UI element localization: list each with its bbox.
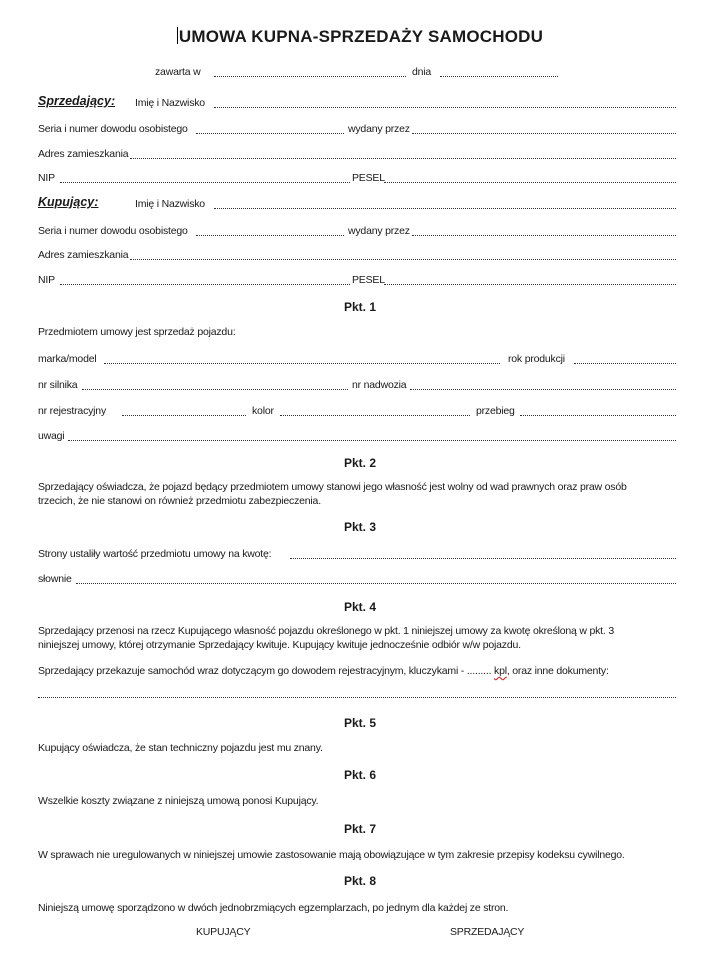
pkt4-heading: Pkt. 4 [343,600,376,614]
make-label: marka/model [38,353,97,365]
pkt7-heading: Pkt. 7 [343,822,376,836]
header-dnia: dnia [412,66,432,78]
pkt7-text: W sprawach nie uregulowanych w niniejszej umowie zastosowanie mają obowiązujące w tym zakresie przepisy kodeksu cywilnego. [38,849,625,861]
pkt1-intro: Przedmiotem umowy jest sprzedaż pojazdu: [38,326,236,338]
color-label: kolor [252,405,274,417]
seller-name-label: Imię i Nazwisko [135,97,205,109]
buyer-id-label: Seria i numer dowodu osobistego [38,225,188,237]
seller-pesel-label: PESEL [352,172,385,184]
pkt4-line3-tail: , oraz inne dokumenty: [506,665,609,677]
pkt2-line1: Sprzedający oświadcza, że pojazd będący przedmiotem umowy stanowi jego własność jest wolny od wad prawnych oraz praw osób [38,481,627,493]
pkt8-text: Niniejszą umowę sporządzono w dwóch jednobrzmiących egzemplarzach, po jednym dla każdej ze stron. [38,902,509,914]
documents-field[interactable] [38,688,676,698]
words-label: słownie [38,573,72,585]
document-title: UMOWA KUPNA-SPRZEDAŻY SAMOCHODU [178,27,544,46]
buyer-nip-field[interactable] [60,275,350,285]
buyer-id-field[interactable] [196,226,344,236]
chassis-label: nr nadwozia [352,379,407,391]
header-zawarta: zawarta w [155,66,201,78]
year-field[interactable] [574,354,676,364]
buyer-address-label: Adres zamieszkania [38,249,129,261]
pkt8-heading: Pkt. 8 [343,874,376,888]
pkt4-line1: Sprzedający przenosi na rzecz Kupującego własność pojazdu określonego w pkt. 1 niniejszej umowy za kwotę określoną w pkt. 3 [38,625,614,637]
seller-address-field[interactable] [130,149,676,159]
pkt2-line2: trzecich, że nie stanowi on również przedmiotu zabezpieczenia. [38,495,321,507]
place-field[interactable] [214,67,406,77]
seller-id-field[interactable] [196,124,344,134]
seller-heading: Sprzedający: [38,94,116,108]
text-cursor [177,27,178,44]
pkt6-text: Wszelkie koszty związane z niniejszą umową ponosi Kupujący. [38,795,319,807]
buyer-address-field[interactable] [130,250,676,260]
mileage-label: przebieg [476,405,515,417]
registration-label: nr rejestracyjny [38,405,106,417]
seller-nip-field[interactable] [60,173,350,183]
buyer-heading: Kupujący: [38,195,99,209]
buyer-name-field[interactable] [214,199,676,209]
amount-words-field[interactable] [76,574,676,584]
pkt3-heading: Pkt. 3 [343,520,376,534]
pkt2-heading: Pkt. 2 [343,456,376,470]
buyer-pesel-field[interactable] [384,275,676,285]
notes-label: uwagi [38,430,65,442]
amount-field[interactable] [290,549,676,559]
pkt5-text: Kupujący oświadcza, że stan techniczny pojazdu jest mu znany. [38,742,323,754]
engine-field[interactable] [82,380,348,390]
amount-label: Strony ustaliły wartość przedmiotu umowy na kwotę: [38,548,272,560]
pkt1-heading: Pkt. 1 [343,300,376,314]
seller-issued-field[interactable] [412,124,676,134]
buyer-name-label: Imię i Nazwisko [135,198,205,210]
buyer-issued-label: wydany przez [348,225,410,237]
registration-field[interactable] [122,406,246,416]
pkt6-heading: Pkt. 6 [343,768,376,782]
seller-issued-label: wydany przez [348,123,410,135]
notes-field[interactable] [68,431,676,441]
make-field[interactable] [104,354,500,364]
buyer-nip-label: NIP [38,274,55,286]
seller-id-label: Seria i numer dowodu osobistego [38,123,188,135]
year-label: rok produkcji [508,353,565,365]
keys-count-field[interactable]: ......... [466,665,492,677]
buyer-issued-field[interactable] [412,226,676,236]
pkt4-line2: niniejszej umowy, której otrzymanie Sprzedający kwituje. Kupujący kwituje jednocześnie odbiór w/w pojazdu. [38,639,521,651]
color-field[interactable] [280,406,470,416]
mileage-field[interactable] [520,406,676,416]
seller-name-field[interactable] [214,98,676,108]
signature-seller: SPRZEDAJĄCY [450,926,525,938]
kpl-word: kpl [494,665,507,677]
engine-label: nr silnika [38,379,78,391]
pkt4-line3-text: Sprzedający przekazuje samochód wraz dotyczącym go dowodem rejestracyjnym, kluczykami - [38,665,465,677]
chassis-field[interactable] [410,380,676,390]
seller-pesel-field[interactable] [384,173,676,183]
seller-nip-label: NIP [38,172,55,184]
pkt5-heading: Pkt. 5 [343,716,376,730]
pkt4-line3 [38,665,609,677]
buyer-pesel-label: PESEL [352,274,385,286]
seller-address-label: Adres zamieszkania [38,148,129,160]
date-field[interactable] [440,67,558,77]
signature-buyer: KUPUJĄCY [196,926,251,938]
